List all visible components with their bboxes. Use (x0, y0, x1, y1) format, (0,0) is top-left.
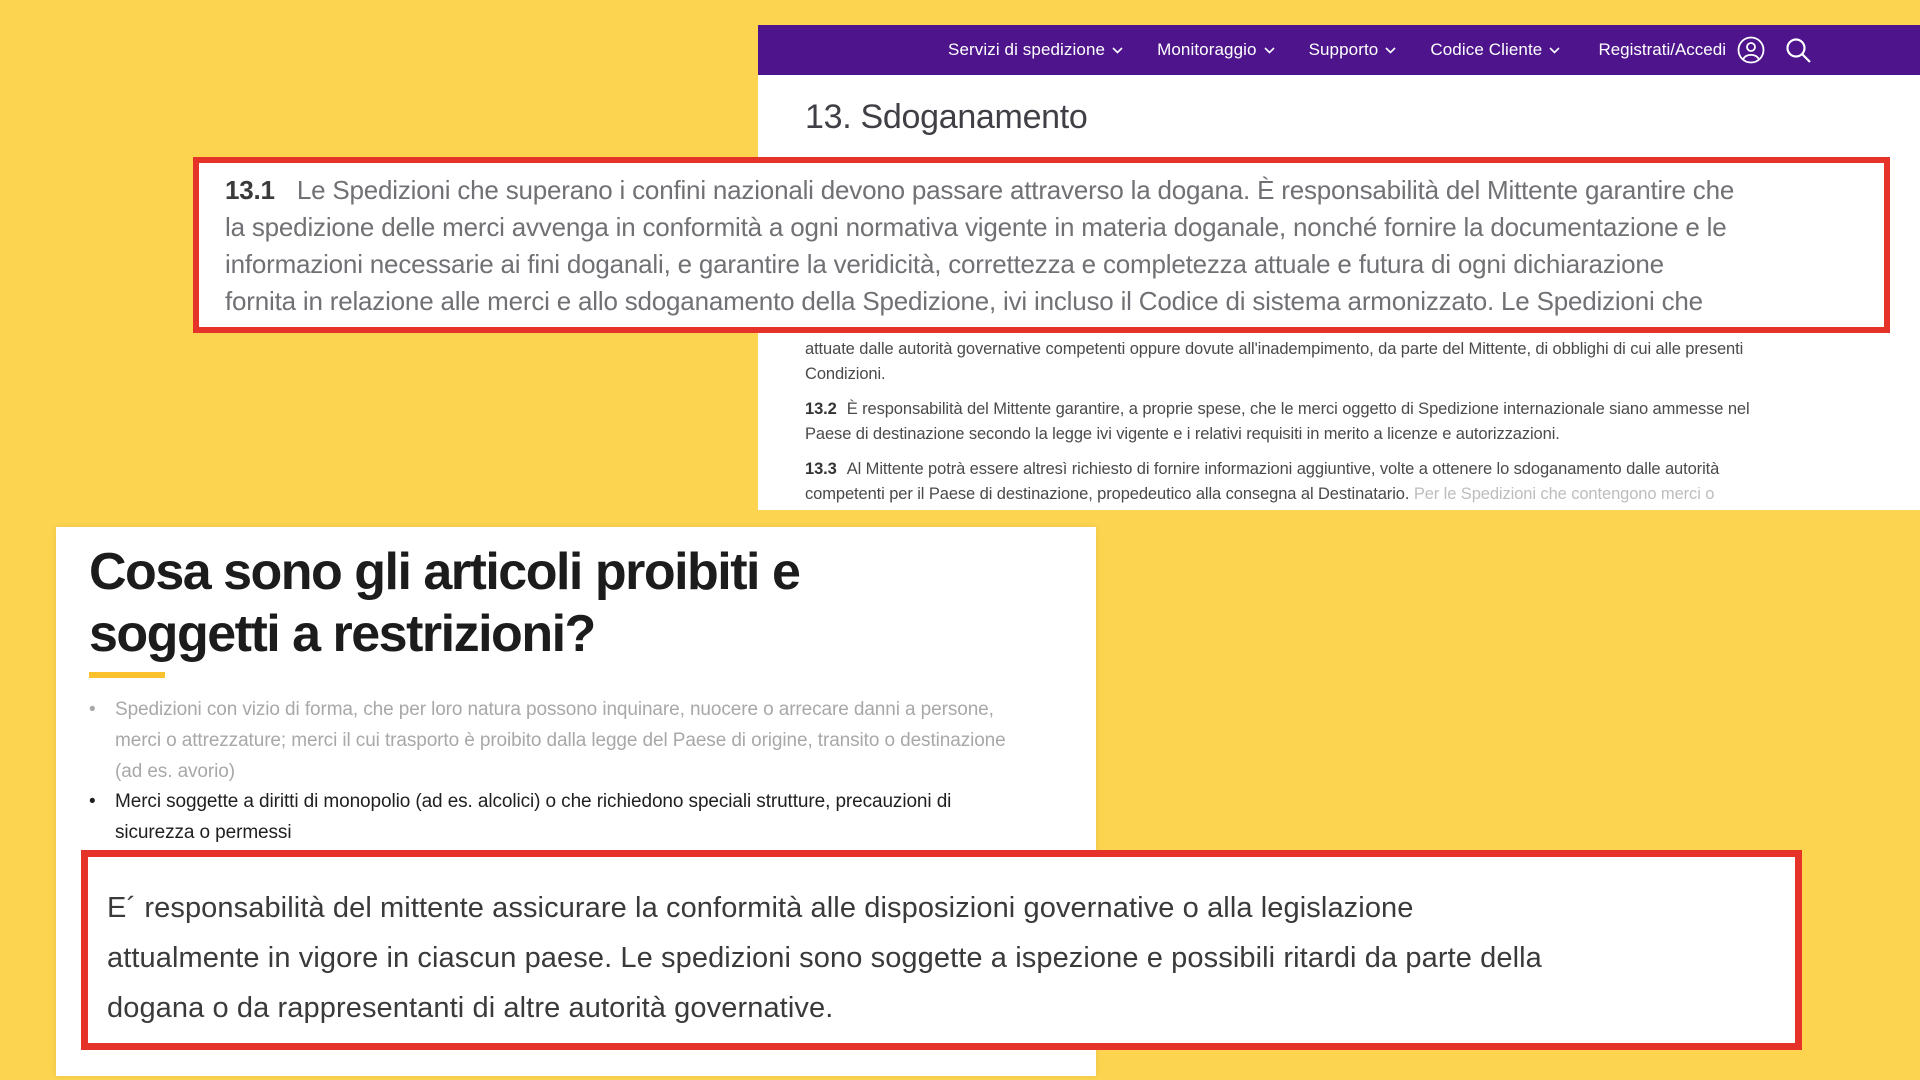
title-accent-underline (89, 672, 165, 678)
nav-item-label: Servizi di spedizione (948, 40, 1106, 59)
terms-section-title: 13. Sdoganamento (805, 98, 1088, 136)
bullet-text (115, 786, 951, 848)
chevron-down-icon (1112, 47, 1123, 54)
bullet-text-line: Spedizioni con vizio di forma, che per loro natura possono inquinare, nuocere o arrecare danni a persone, (115, 699, 994, 720)
nav-item-label: Monitoraggio (1157, 40, 1257, 59)
clause-13-1-line: informazioni necessarie ai fini doganali, e garantire la veridicità, correttezza e completezza attuale e futura di ogni dichiarazione (225, 249, 1664, 279)
terms-paragraph-13-3 (805, 457, 1825, 507)
terms-text: È responsabilità del Mittente garantire, a proprie spese, che le merci oggetto di Spedizione internazionale siano ammesse nel (846, 400, 1750, 418)
faq-bullet-item-gray (89, 694, 1069, 787)
nav-menu (948, 40, 1560, 60)
terms-text-line (805, 457, 1825, 482)
chevron-down-icon (1549, 47, 1560, 54)
bullet-text-line: Merci soggette a diritti di monopolio (ad es. alcolici) o che richiedono speciali strutture, precauzioni di (115, 791, 952, 812)
faq-title (89, 541, 799, 665)
bullet-icon: • (89, 791, 96, 812)
terms-text-line (805, 482, 1825, 507)
chevron-down-icon (1385, 47, 1396, 54)
faq-title-line: soggetti a restrizioni? (89, 605, 595, 663)
paragraph-number: 13.1 (225, 175, 275, 205)
nav-item-monitoraggio[interactable] (1157, 40, 1274, 60)
terms-text: competenti per il Paese di destinazione, propedeutico alla consegna al Destinatario. (805, 485, 1414, 503)
terms-paragraph-continuation (805, 337, 1825, 387)
paragraph-number: 13.3 (805, 460, 837, 478)
clause-13-1-line (225, 172, 1884, 209)
user-account-icon (1736, 35, 1766, 65)
terms-text-faded: Per le Spedizioni che contengono merci o (1413, 485, 1715, 503)
nav-item-label: Codice Cliente (1430, 40, 1543, 59)
nav-item-supporto[interactable] (1309, 40, 1397, 60)
nav-right-group (1598, 25, 1812, 75)
site-navbar (758, 25, 1920, 75)
bullet-icon: • (89, 699, 96, 720)
terms-text: Al Mittente potrà essere altresì richiesto di fornire informazioni aggiuntive, volte a ottenere lo sdoganamento dalle autorità (846, 460, 1720, 478)
responsibility-text-line: attualmente in vigore in ciascun paese. Le spedizioni sono soggette a ispezione e possibili ritardi da parte della (107, 942, 1542, 974)
responsibility-text-line: dogana o da rappresentanti di altre autorità governative. (107, 992, 834, 1024)
clause-13-1-line: fornita in relazione alle merci e allo sdoganamento della Spedizione, ivi incluso il Codice di sistema armonizzato. Le Spedizioni che (225, 286, 1703, 316)
terms-text-line: Paese di destinazione secondo la legge ivi vigente e i relativi requisiti in merito a licenze e autorizzazioni. (805, 425, 1560, 443)
terms-text-line (805, 397, 1825, 422)
faq-bullet-item-black (89, 786, 1069, 848)
highlight-box-responsibility (81, 850, 1802, 1050)
highlight-box-13-1 (193, 157, 1890, 333)
terms-text-line: attuate dalle autorità governative competenti oppure dovute all'inadempimento, da parte del Mittente, di obblighi di cui alle presenti (805, 340, 1744, 358)
login-register-label: Registrati/Accedi (1598, 40, 1726, 59)
search-icon[interactable] (1784, 36, 1812, 64)
bullet-text-line: merci o attrezzature; merci il cui trasporto è proibito dalla legge del Paese di origine, transito o destinazione (115, 730, 1006, 751)
nav-item-servizi-di-spedizione[interactable] (948, 40, 1123, 60)
responsibility-text-line: E´ responsabilità del mittente assicurare la conformità alle disposizioni governative o alla legislazione (107, 892, 1414, 924)
faq-title-line: Cosa sono gli articoli proibiti e (89, 543, 800, 601)
paragraph-number: 13.2 (805, 400, 837, 418)
clause-13-1-line: la spedizione delle merci avvenga in conformità a ogni normativa vigente in materia doganale, nonché fornire la documentazione e le (225, 212, 1727, 242)
bullet-text-line: (ad es. avorio) (115, 761, 235, 782)
chevron-down-icon (1264, 47, 1275, 54)
nav-item-codice-cliente[interactable] (1430, 40, 1560, 60)
login-register-button[interactable] (1598, 35, 1766, 65)
bullet-text (115, 694, 1006, 787)
nav-item-label: Supporto (1308, 40, 1379, 59)
bullet-text-line: sicurezza o permessi (115, 822, 292, 843)
clause-text: Le Spedizioni che superano i confini nazionali devono passare attraverso la dogana. È responsabilità del Mittente garantire che (296, 175, 1735, 205)
terms-paragraph-13-2 (805, 397, 1825, 447)
terms-text-line: Condizioni. (805, 365, 886, 383)
